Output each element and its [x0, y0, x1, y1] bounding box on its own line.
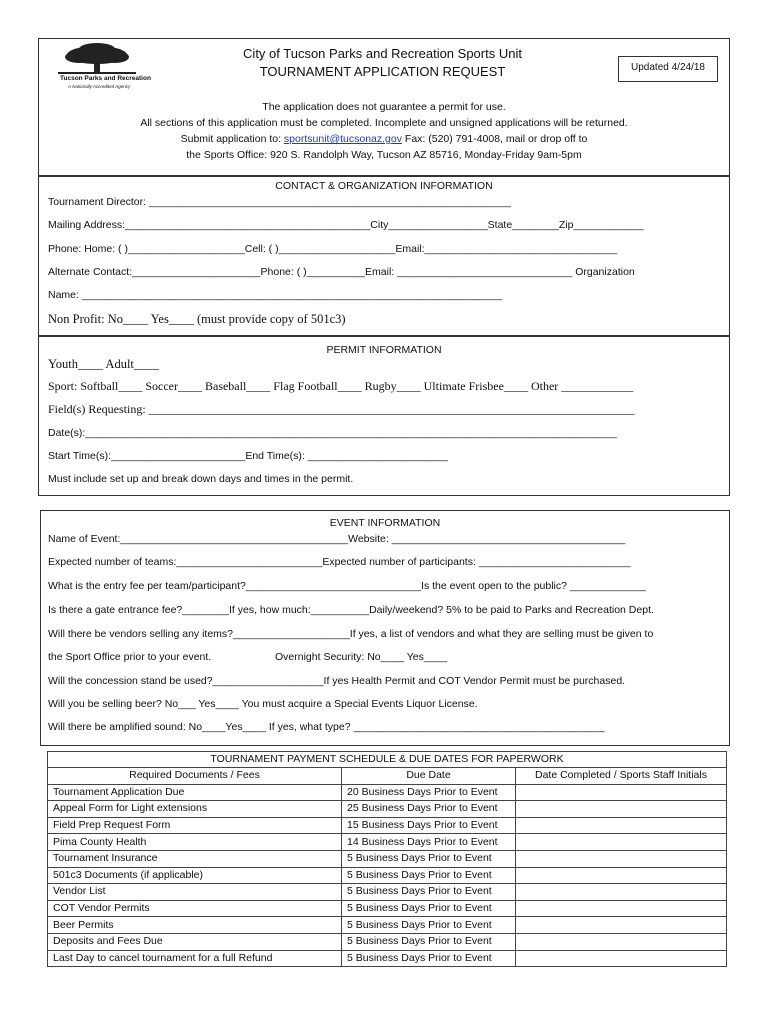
- sport-field[interactable]: Sport: Softball____ Soccer____ Baseball____ Flag Football____ Rugby____ Ultimate Frisbee____ Other ____________: [48, 379, 634, 393]
- completion-cell[interactable]: [516, 834, 727, 851]
- table-row: [48, 817, 727, 834]
- intro-submit-label: Submit application to:: [180, 133, 284, 145]
- table-row: [48, 917, 727, 934]
- tournament-director-field[interactable]: Tournament Director: ______________________________________________________________: [48, 196, 512, 208]
- youth-adult-field[interactable]: Youth____ Adult____: [48, 357, 159, 371]
- table-body: [48, 784, 727, 967]
- column-header: Date Completed / Sports Staff Initials: [516, 768, 727, 785]
- completion-cell[interactable]: [516, 933, 727, 950]
- table-cell: Tournament Application Due: [48, 784, 342, 801]
- intro-line-2: All sections of this application must be completed. Incomplete and unsigned applications will be returned.: [140, 117, 628, 129]
- vendors-field[interactable]: Will there be vendors selling any items?____________________If yes, a list of vendors and what they are selling must be given to: [48, 628, 654, 640]
- non-profit-field[interactable]: Non Profit: No____ Yes____ (must provide copy of 501c3): [48, 312, 346, 326]
- table-cell: 15 Business Days Prior to Event: [342, 817, 516, 834]
- phone-field[interactable]: Phone: Home: ( )____________________Cell: ( )____________________Email:_________________________________: [48, 243, 618, 255]
- column-header: Due Date: [342, 768, 516, 785]
- dates-field[interactable]: Date(s):___________________________________________________________________________________________: [48, 427, 617, 439]
- table-cell: 501c3 Documents (if applicable): [48, 867, 342, 884]
- table-cell: Pima County Health: [48, 834, 342, 851]
- completion-cell[interactable]: [516, 900, 727, 917]
- page-title: City of Tucson Parks and Recreation Sports Unit: [243, 46, 522, 61]
- expected-teams-field[interactable]: Expected number of teams:_________________________Expected number of participants: __________________________: [48, 556, 631, 568]
- table-row: [48, 900, 727, 917]
- column-header: Required Documents / Fees: [48, 768, 342, 785]
- concession-field[interactable]: Will the concession stand be used?___________________If yes Health Permit and COT Vendor Permit must be purchased.: [48, 675, 626, 687]
- table-cell: Field Prep Request Form: [48, 817, 342, 834]
- table-cell: 5 Business Days Prior to Event: [342, 850, 516, 867]
- table-cell: 5 Business Days Prior to Event: [342, 884, 516, 901]
- contact-heading: CONTACT & ORGANIZATION INFORMATION: [275, 180, 493, 192]
- table-row: [48, 933, 727, 950]
- table-header-row: [48, 768, 727, 785]
- table-cell: 25 Business Days Prior to Event: [342, 801, 516, 818]
- updated-text: Updated 4/24/18: [631, 62, 705, 73]
- amplified-sound-field[interactable]: Will there be amplified sound: No____Yes____ If yes, what type? ___________________________________________: [48, 721, 605, 733]
- table-row: [48, 884, 727, 901]
- table-row: [48, 834, 727, 851]
- table-title-row: [48, 752, 727, 768]
- times-field[interactable]: Start Time(s):_______________________End Time(s): ________________________: [48, 450, 448, 462]
- completion-cell[interactable]: [516, 867, 727, 884]
- intro-fax: Fax: (520) 791-4008, mail or drop off to: [401, 133, 588, 145]
- table-cell: 14 Business Days Prior to Event: [342, 834, 516, 851]
- completion-cell[interactable]: [516, 784, 727, 801]
- intro-line-3: [38, 133, 730, 145]
- logo-line1: Tucson Parks and Recreation: [60, 75, 151, 82]
- completion-cell[interactable]: [516, 817, 727, 834]
- sport-office-note: the Sport Office prior to your event.: [48, 651, 212, 663]
- completion-cell[interactable]: [516, 850, 727, 867]
- table-cell: Deposits and Fees Due: [48, 933, 342, 950]
- table-cell: 5 Business Days Prior to Event: [342, 900, 516, 917]
- overnight-security-field[interactable]: Overnight Security: No____ Yes____: [275, 651, 448, 663]
- beer-field[interactable]: Will you be selling beer? No___ Yes____ You must acquire a Special Events Liquor License.: [48, 698, 478, 710]
- table-row: [48, 950, 727, 967]
- organization-name-field[interactable]: Name: ________________________________________________________________________: [48, 289, 503, 301]
- intro-line-4: the Sports Office: 920 S. Randolph Way, Tucson AZ 85716, Monday-Friday 9am-5pm: [186, 149, 582, 161]
- entry-fee-field[interactable]: What is the entry fee per team/participant?______________________________Is the event open to the public? _____________: [48, 580, 646, 592]
- table-cell: 5 Business Days Prior to Event: [342, 933, 516, 950]
- event-name-field[interactable]: Name of Event:_______________________________________Website: ________________________________________: [48, 533, 626, 545]
- completion-cell[interactable]: [516, 950, 727, 967]
- mailing-address-field[interactable]: Mailing Address:__________________________________________City_________________State________Zip____________: [48, 219, 644, 231]
- logo: [54, 42, 151, 92]
- table-cell: COT Vendor Permits: [48, 900, 342, 917]
- page-subtitle: TOURNAMENT APPLICATION REQUEST: [259, 64, 506, 79]
- table-cell: 5 Business Days Prior to Event: [342, 867, 516, 884]
- email-link[interactable]: sportsunit@tucsonaz.gov: [283, 133, 402, 145]
- table-row: [48, 784, 727, 801]
- table-cell: 5 Business Days Prior to Event: [342, 917, 516, 934]
- gate-fee-field[interactable]: Is there a gate entrance fee?________If yes, how much:__________Daily/weekend? 5% to be paid to Parks and Recreation Dept.: [48, 604, 654, 616]
- tree-logo-icon: [54, 42, 140, 76]
- completion-cell[interactable]: [516, 801, 727, 818]
- table-cell: 20 Business Days Prior to Event: [342, 784, 516, 801]
- table-cell: Beer Permits: [48, 917, 342, 934]
- alternate-contact-field[interactable]: Alternate Contact:______________________Phone: ( )__________Email: ______________________________ Organization: [48, 266, 635, 278]
- fields-requesting-field[interactable]: Field(s) Requesting: _________________________________________________________________________________: [48, 402, 635, 416]
- permit-note: Must include set up and break down days and times in the permit.: [48, 473, 354, 485]
- table-cell: Appeal Form for Light extensions: [48, 801, 342, 818]
- intro-line-1: The application does not guarantee a permit for use.: [262, 101, 506, 113]
- table-row: [48, 850, 727, 867]
- table-title: TOURNAMENT PAYMENT SCHEDULE & DUE DATES FOR PAPERWORK: [48, 752, 727, 768]
- table-row: [48, 867, 727, 884]
- payment-schedule-table: [47, 751, 727, 967]
- table-cell: Tournament Insurance: [48, 850, 342, 867]
- event-heading: EVENT INFORMATION: [329, 517, 441, 529]
- completion-cell[interactable]: [516, 917, 727, 934]
- logo-line2: A Nationally Accredited Agency: [68, 84, 131, 89]
- table-cell: Last Day to cancel tournament for a full Refund: [48, 950, 342, 967]
- table-row: [48, 801, 727, 818]
- table-cell: 5 Business Days Prior to Event: [342, 950, 516, 967]
- completion-cell[interactable]: [516, 884, 727, 901]
- permit-heading: PERMIT INFORMATION: [326, 344, 442, 356]
- table-cell: Vendor List: [48, 884, 342, 901]
